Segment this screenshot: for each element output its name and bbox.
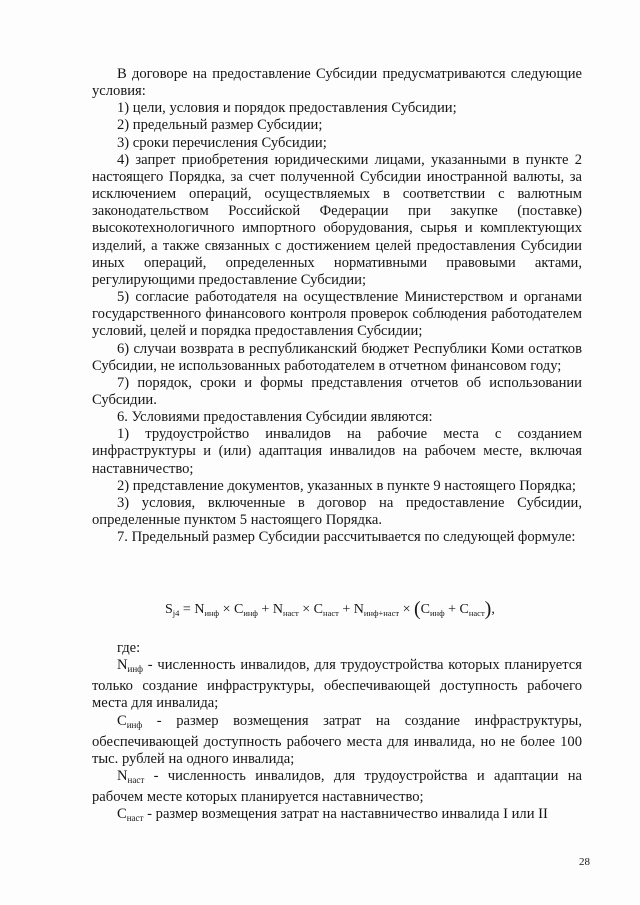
formula-n-inf-nast-sub: инф+наст [363,608,400,618]
formula-plus: + [257,602,273,617]
formula-c-inf-2-sub: инф [430,608,445,618]
formula-right-paren: ) [484,598,492,620]
definition-text: - численность инвалидов, для трудоустройства и адаптации на рабочем месте которых планируется наставничество; [92,768,582,806]
formula-lhs: S [165,602,173,617]
paragraph-item-5: 5) согласие работодателя на осуществление Министерством и органами государственного финансового контроля проверок соблюдения работодателем условий, целей и порядка предоставления Субсидии; [92,289,582,340]
paragraph-condition-2: 2) представление документов, указанных в пункте 9 настоящего Порядка; [117,477,576,494]
definition-symbol: N [117,768,128,785]
definition-text: - размер возмещения затрат на создание инфраструктуры, обеспечивающей доступность рабочего места для инвалида, но не более 100 тыс. рублей на одного инвалида; [92,712,582,767]
paragraph-condition-1: 1) трудоустройство инвалидов на рабочие места с созданием инфраструктуры и (или) адаптация инвалидов на рабочем месте, включая наставничество; [92,426,582,477]
definitions-where: где: [117,640,141,656]
formula-end: , [491,602,495,617]
definition-symbol-sub: наст [127,775,145,786]
formula-c-inf-sub: инф [243,608,258,618]
definition-symbol-sub: инф [126,719,143,730]
paragraph-item-7: 7) порядок, сроки и формы представления отчетов об использовании Субсидии. [92,374,582,408]
formula-eq: = [179,602,195,617]
formula-lhs-sub: j4 [172,608,180,618]
definition-symbol: C [117,806,127,823]
definition-c-nast [92,806,582,827]
formula-n-inf-sub: инф [204,608,220,618]
definition-symbol: C [117,712,127,729]
body-text [92,66,582,546]
paragraph-section-6: 6. Условиями предоставления Субсидии являются: [117,409,433,426]
paragraph-section-7: 7. Предельный размер Субсидии рассчитывается по следующей формуле: [117,529,576,546]
paragraph-item-2: 2) предельный размер Субсидии; [117,117,323,134]
definition-symbol: N [117,657,128,674]
formula-c-inf-2: C [420,602,430,617]
formula-n-nast: N [272,602,283,617]
paragraph-item-3: 3) сроки перечисления Субсидии; [117,134,327,151]
formula-n-inf: N [194,602,205,617]
formula-times: × [399,602,414,617]
formula-left-paren: ( [413,598,421,620]
definition-symbol-sub: инф [127,664,144,675]
formula-n-inf-nast: N [353,602,364,617]
paragraph-item-1: 1) цели, условия и порядок предоставления Субсидии; [117,100,457,117]
formula-c-nast: C [313,602,324,617]
paragraph-item-4: 4) запрет приобретения юридическими лицами, указанными в пункте 2 настоящего Порядка, за счет полученной Субсидии иностранной валюты, за исключением операций, осуществляемых в соответствии с валютным законодательством Российской Федерации при закупке (поставке) высокотехнологичного импортного оборудования, сырья и комплектующих изделий, а также связанных с достижением целей предоставления Субсидии иных операций, определенных нормативными правовыми актами, регулирующими предоставление Субсидии; [92,151,582,288]
paragraph-condition-3: 3) условия, включенные в договор на предоставление Субсидии, определенные пунктом 5 настоящего Порядка. [92,494,582,529]
definition-n-inf [92,657,582,712]
formula-definitions [92,640,582,828]
formula-c-nast-sub: наст [323,608,339,618]
formula-times: × [298,602,314,617]
formula-c-nast-2: C [459,602,469,617]
definition-c-inf [92,713,582,768]
formula-plus: + [444,602,460,617]
formula-c-nast-2-sub: наст [468,608,485,618]
paragraph-intro: В договоре на предоставление Субсидии предусматриваются следующие условия: [92,66,582,100]
definition-text: - численность инвалидов, для трудоустройства которых планируется только создание инфраструктуры, обеспечивающей доступность рабочего места для инвалида; [92,657,582,712]
subsidy-formula [165,598,585,628]
definition-text: - размер возмещения затрат на наставничество инвалида I или II [143,806,548,823]
definition-n-nast [92,768,582,806]
page-number: 28 [579,856,590,868]
definition-symbol-sub: наст [126,813,144,824]
paragraph-item-6: 6) случаи возврата в республиканский бюджет Республики Коми остатков Субсидии, не использованных работодателем в отчетном финансовом году; [92,340,582,374]
formula-plus: + [338,602,354,617]
formula-times: × [219,602,234,617]
formula-n-nast-sub: наст [282,608,299,618]
formula-c-inf: C [233,602,244,617]
